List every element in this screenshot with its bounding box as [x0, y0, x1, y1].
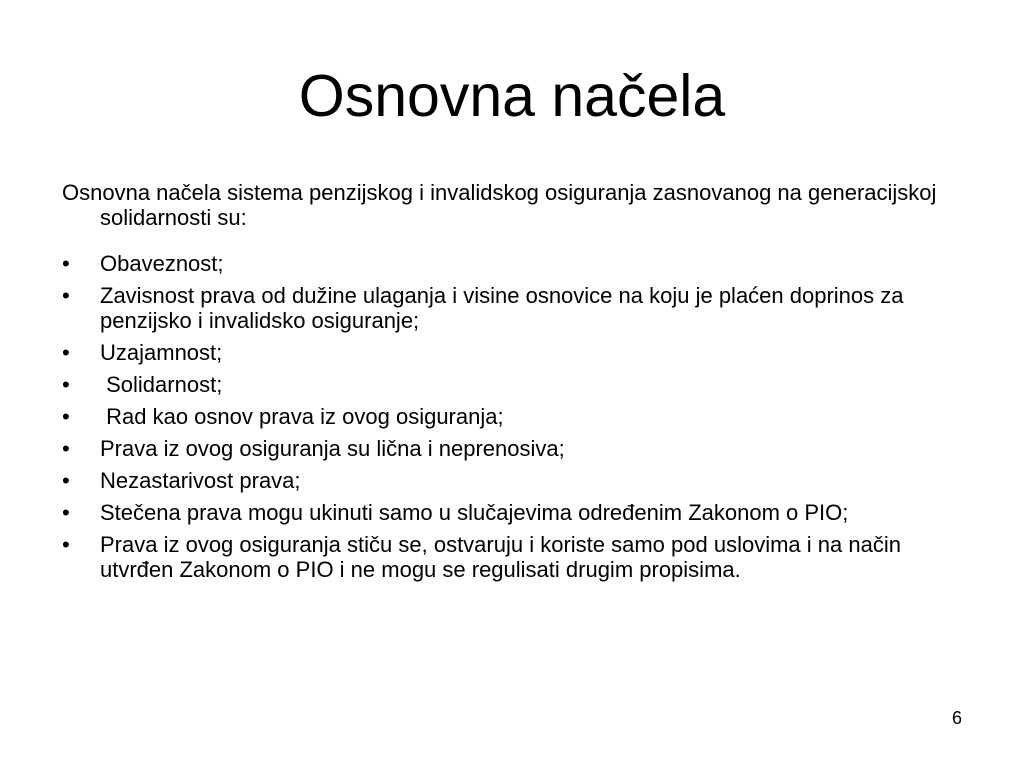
list-item [62, 468, 962, 493]
list-item-text: Prava iz ovog osiguranja stiču se, ostvaruju i koriste samo pod uslovima i na način utvrđen Zakonom o PIO i ne mogu se regulisati drugim propisima. [100, 532, 908, 582]
bullet-icon: • [62, 532, 70, 557]
bullet-icon: • [62, 251, 70, 276]
list-item [62, 436, 962, 461]
list-item-text: Rad kao osnov prava iz ovog osiguranja; [100, 404, 504, 429]
list-item-text: Solidarnost; [100, 372, 223, 397]
bullet-icon: • [62, 340, 70, 365]
list-item [62, 251, 962, 276]
slide-body [62, 180, 962, 589]
list-item-text: Prava iz ovog osiguranja su lična i neprenosiva; [100, 436, 565, 461]
list-item [62, 532, 962, 582]
bullet-icon: • [62, 372, 70, 397]
principles-list [62, 251, 962, 582]
list-item-text: Obaveznost; [100, 251, 224, 276]
bullet-icon: • [62, 404, 70, 429]
list-item-text: Nezastarivost prava; [100, 468, 301, 493]
list-item [62, 500, 962, 525]
bullet-icon: • [62, 500, 70, 525]
intro-paragraph: Osnovna načela sistema penzijskog i invalidskog osiguranja zasnovanog na generacijskoj solidarnosti su: [62, 180, 937, 230]
bullet-icon: • [62, 283, 70, 308]
list-item [62, 340, 962, 365]
list-item [62, 372, 962, 397]
bullet-icon: • [62, 468, 70, 493]
list-item-text: Uzajamnost; [100, 340, 223, 365]
list-item-text: Stečena prava mogu ukinuti samo u slučajevima određenim Zakonom o PIO; [100, 500, 849, 525]
list-item [62, 283, 962, 333]
list-item [62, 404, 962, 429]
slide-title: Osnovna načela [298, 63, 726, 129]
page-number: 6 [951, 708, 962, 728]
list-item-text: Zavisnost prava od dužine ulaganja i visine osnovice na koju je plaćen doprinos za penzijsko i invalidsko osiguranje; [100, 283, 910, 333]
bullet-icon: • [62, 436, 70, 461]
